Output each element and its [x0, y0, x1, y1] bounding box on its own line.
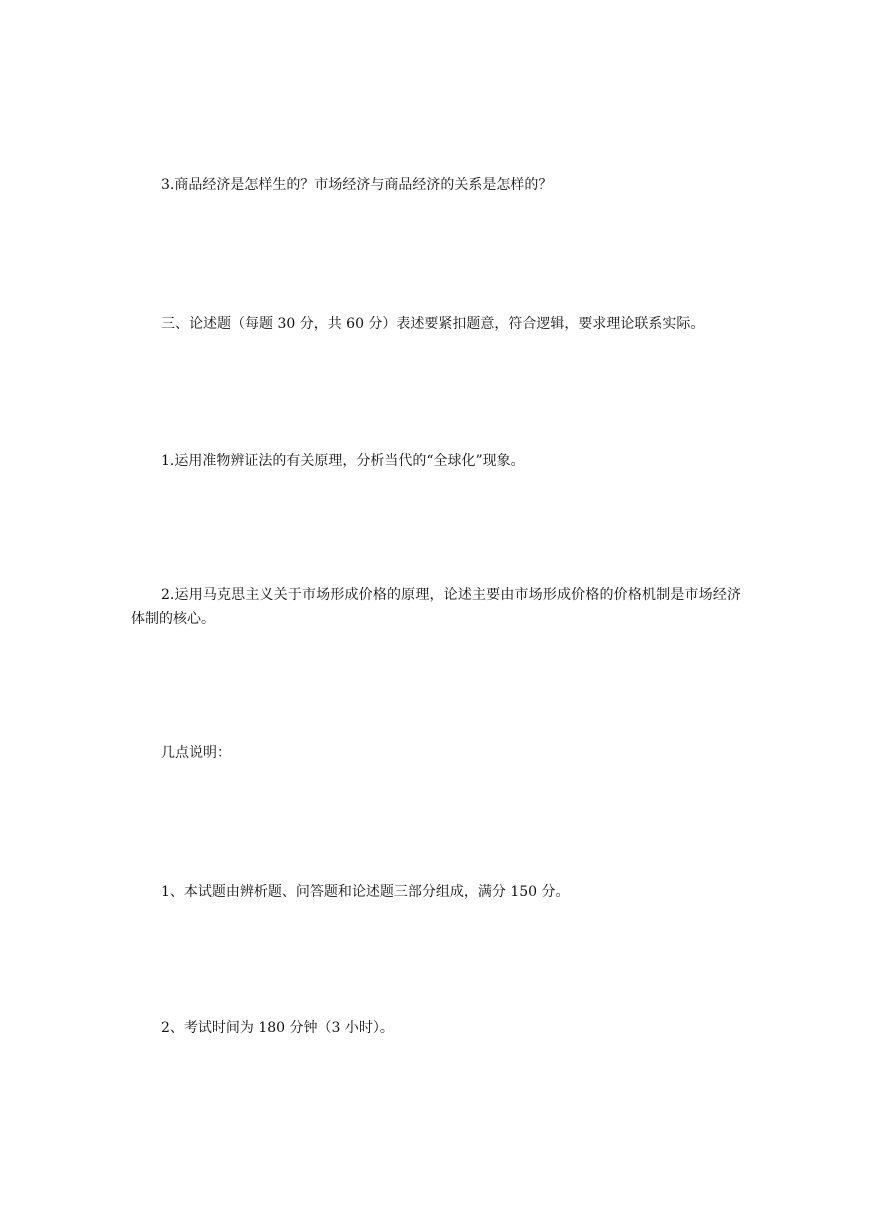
section-3-heading: 三、论述题（每题 30 分，共 60 分）表述要紧扣题意，符合逻辑，要求理论联系实际。: [161, 316, 705, 332]
question-3-text: 3.商品经济是怎样生的？市场经济与商品经济的关系是怎样的？: [161, 177, 553, 193]
essay-question-1: 1.运用准物辨证法的有关原理，分析当代的“全球化”现象。: [161, 453, 525, 469]
note-2: 2、考试时间为 180 分钟（3 小时）。: [161, 1020, 394, 1036]
notes-heading: 几点说明：: [161, 745, 231, 761]
note-1: 1、本试题由辨析题、问答题和论述题三部分组成，满分 150 分。: [161, 884, 570, 900]
essay-question-2: 2.运用马克思主义关于市场形成价格的原理，论述主要由市场形成价格的价格机制是市场经济体制的核心。: [131, 587, 741, 627]
